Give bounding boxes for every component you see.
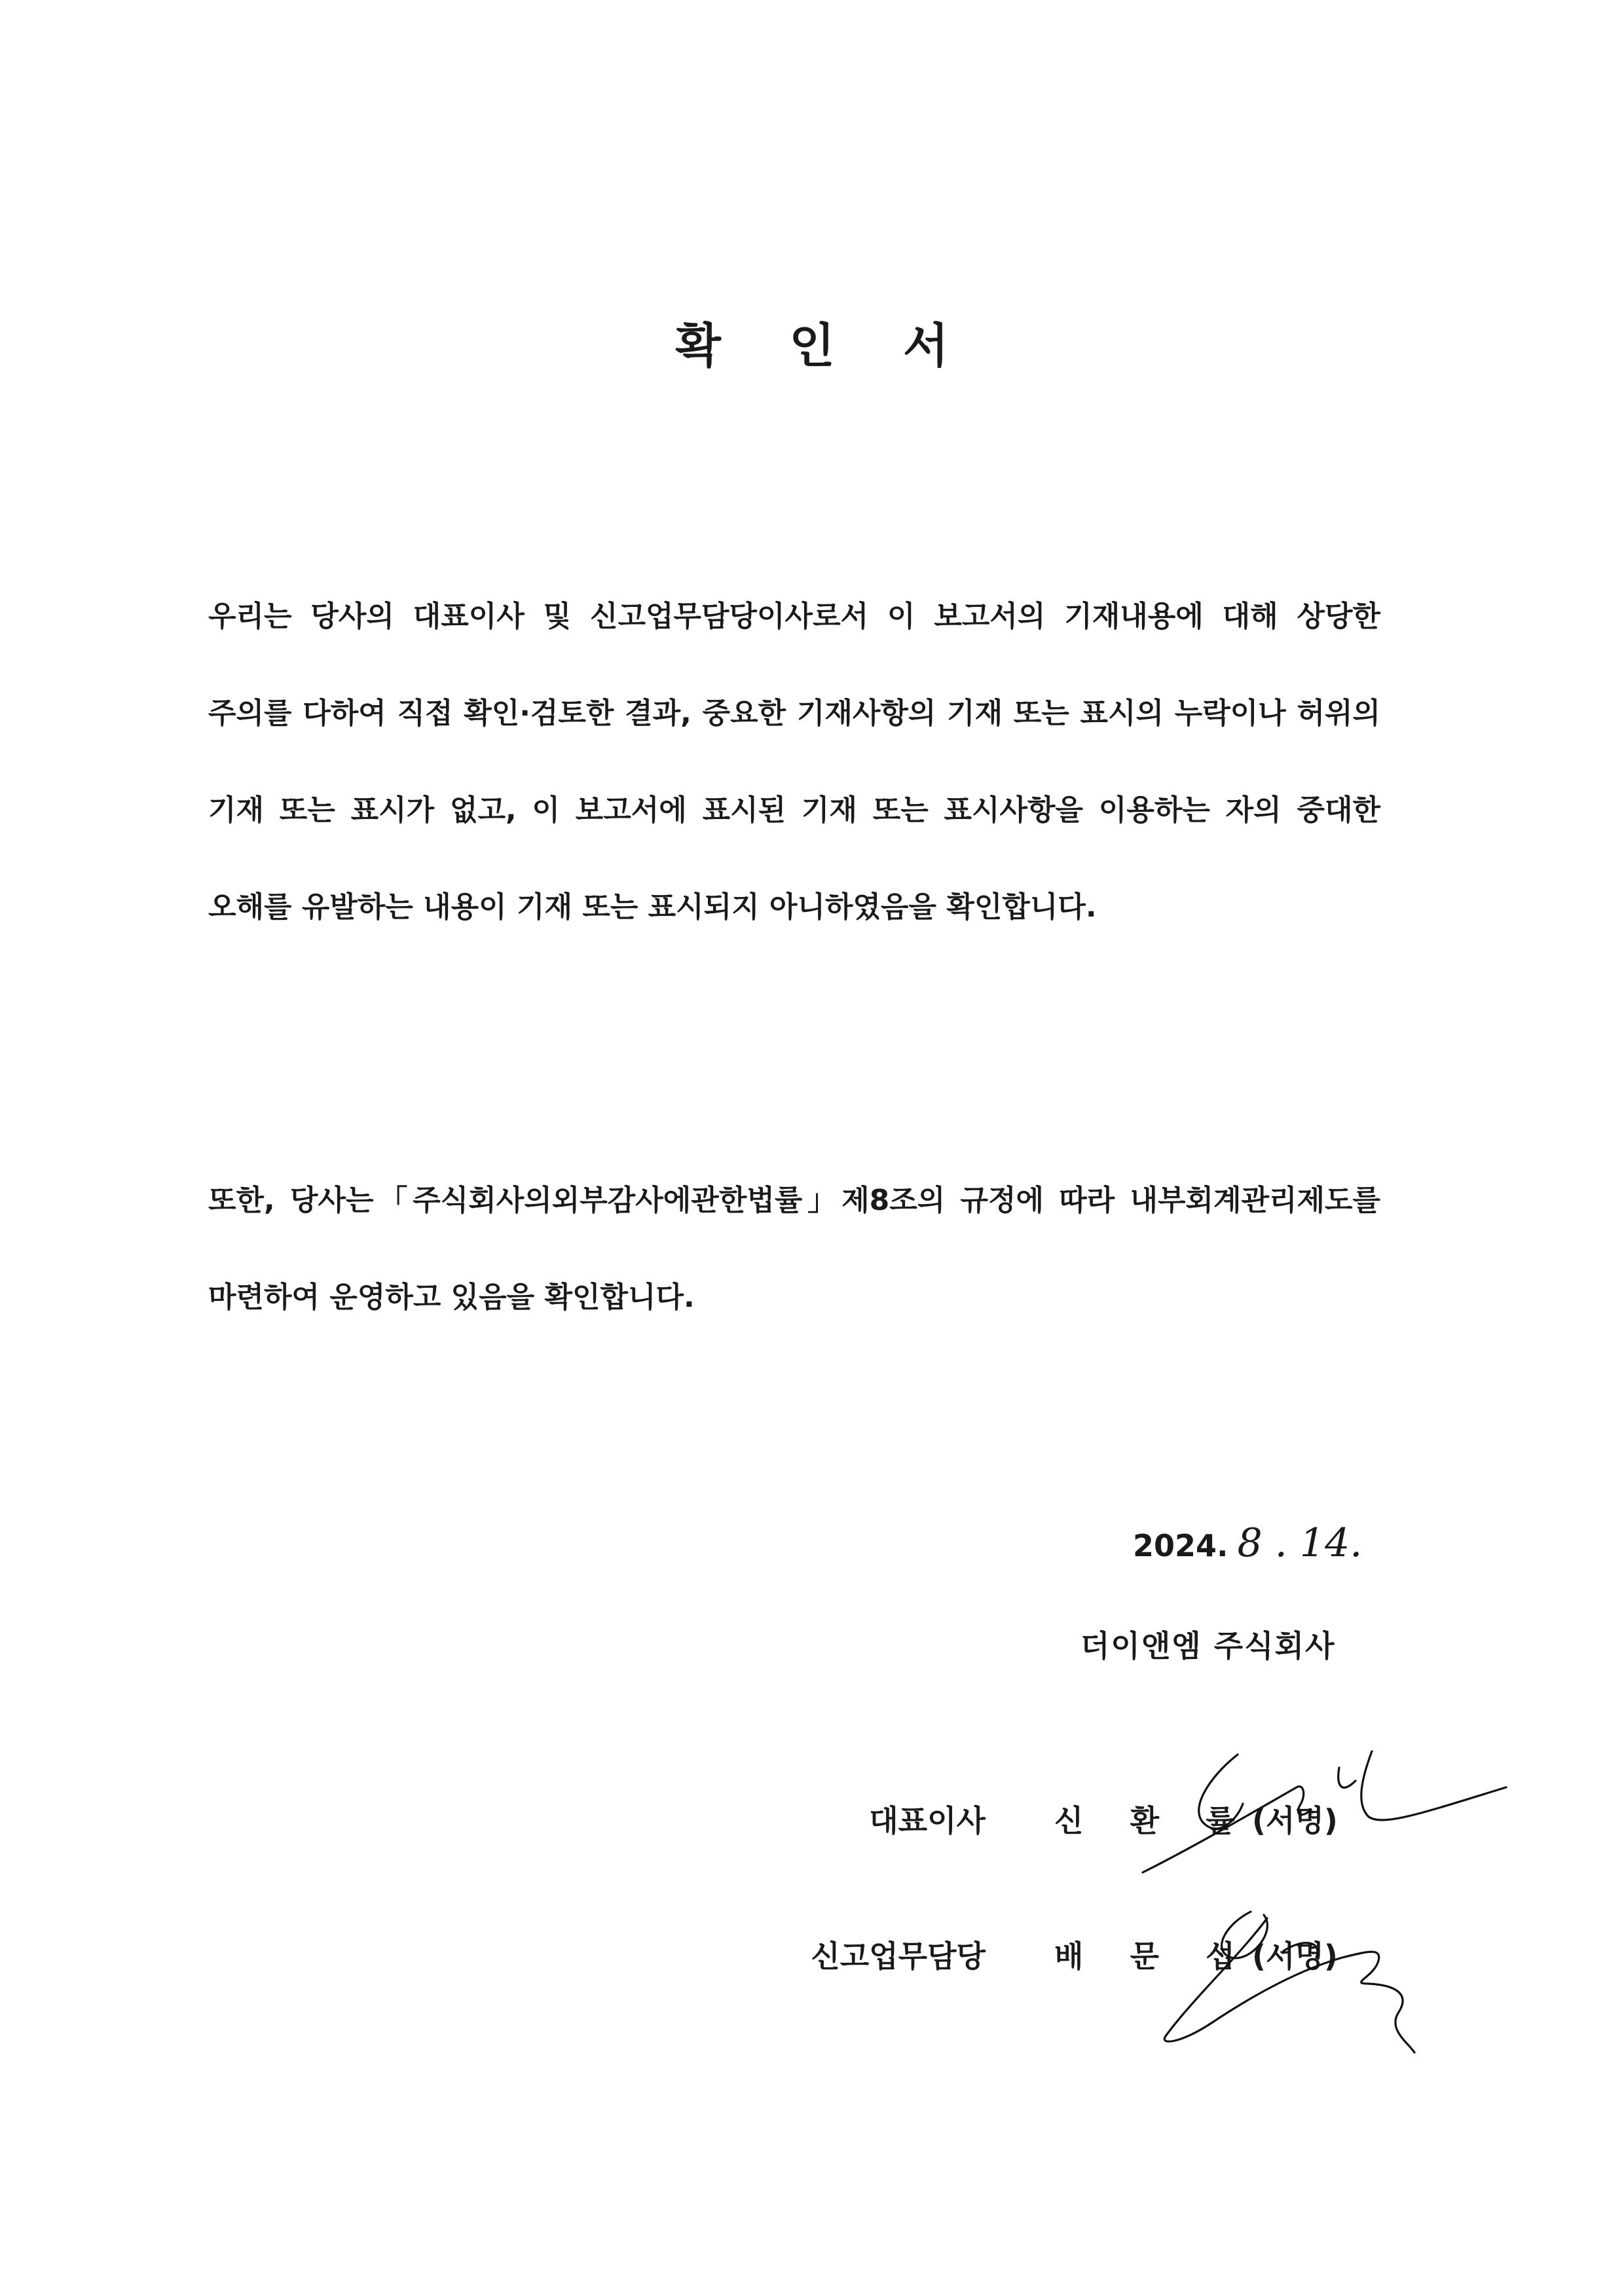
ceo-signature-icon (1139, 1741, 1519, 1886)
date-year: 2024. (1133, 1528, 1228, 1563)
document-title: 확 인 서 (675, 318, 975, 373)
signature-mark: (서명) (1252, 1803, 1338, 1838)
signature-mark: (서명) (1252, 1939, 1338, 1974)
date (1133, 1520, 1362, 1566)
internal-control-paragraph: 또한, 당사는「주식회사의외부감사에관한법률」제8조의 규정에 따라 내부회계관리제도를 마련하여 운영하고 있음을 확인합니다. (208, 1184, 1380, 1314)
signatory-name: 신 환 률 (1054, 1803, 1253, 1838)
date-handwritten: 8 . 14. (1237, 1520, 1363, 1566)
signatory-role: 신고업무담당 (811, 1939, 986, 1974)
signatory-name: 배 문 섭 (1054, 1939, 1253, 1974)
reporting-officer-signature-icon (1153, 1886, 1454, 2056)
signatory-role: 대표이사 (869, 1803, 986, 1838)
company-name: 더이앤엠 주식회사 (1080, 1628, 1336, 1664)
confirmation-paragraph: 우리는 당사의 대표이사 및 신고업무담당이사로서 이 보고서의 기재내용에 대해 상당한 주의를 다하여 직접 확인·검토한 결과, 중요한 기재사항의 기재 또는 표시의 누락이나 허위의 기재 또는 표시가 없고, 이 보고서에 표시된 기재 또는 표시사항을 이용하는 자의 중대한 오해를 유발하는 내용이 기재 또는 표시되지 아니하였음을 확인합니다. (208, 600, 1380, 924)
